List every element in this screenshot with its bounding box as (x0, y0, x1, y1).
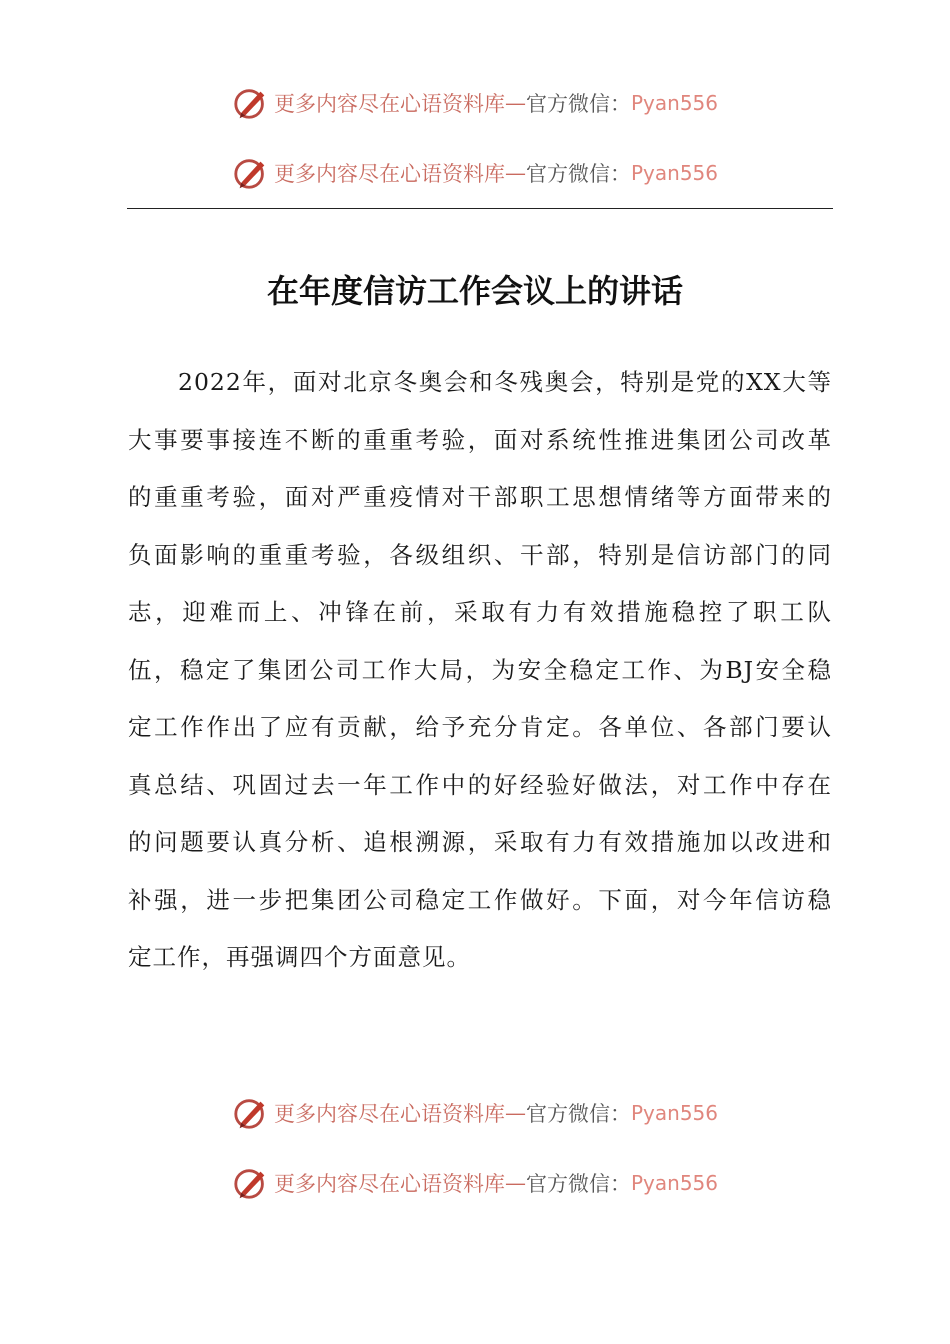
watermark-banner-top-1 (0, 81, 950, 125)
watermark-label: 官方微信： (525, 1102, 631, 1126)
pen-logo-icon (232, 154, 270, 192)
watermark-text: 更多内容尽在心语资料库 (273, 92, 505, 116)
watermark-banner-top-2 (0, 151, 950, 195)
watermark-dash: — (504, 91, 526, 115)
paragraph-line: 的重重考验，面对严重疫情对干部职工思想情绪等方面带来的 (128, 483, 832, 511)
watermark-dash: — (504, 161, 526, 185)
paragraph-line: 定工作，再强调四个方面意见。 (128, 943, 471, 971)
watermark-text: 更多内容尽在心语资料库 (273, 1102, 505, 1126)
watermark-dash: — (504, 1171, 526, 1195)
paragraph-line: 伍，稳定了集团公司工作大局，为安全稳定工作、为BJ安全稳 (128, 655, 832, 684)
watermark-text: 更多内容尽在心语资料库 (273, 1172, 505, 1196)
paragraph-line: 2022年，面对北京冬奥会和冬残奥会，特别是党的XX大等 (178, 368, 832, 396)
watermark-banner-bottom-1 (0, 1091, 950, 1135)
paragraph-line: 补强，进一步把集团公司稳定工作做好。下面，对今年信访稳 (128, 885, 832, 914)
watermark-wechat-id: Pyan556 (630, 91, 718, 115)
document-body (128, 360, 832, 993)
watermark-label: 官方微信： (525, 92, 631, 116)
paragraph-line: 志，迎难而上、冲锋在前，采取有力有效措施稳控了职工队 (128, 598, 832, 626)
pen-logo-icon (232, 84, 270, 122)
watermark-wechat-id: Pyan556 (630, 1171, 718, 1195)
watermark-label: 官方微信： (525, 162, 631, 186)
watermark-wechat-id: Pyan556 (630, 161, 718, 185)
pen-logo-icon (232, 1094, 270, 1132)
paragraph-line: 大事要事接连不断的重重考验，面对系统性推进集团公司改革 (128, 425, 832, 454)
pen-logo-icon (232, 1164, 270, 1202)
watermark-dash: — (504, 1101, 526, 1125)
watermark-banner-bottom-2 (0, 1161, 950, 1205)
watermark-text: 更多内容尽在心语资料库 (273, 162, 505, 186)
document-title: 在年度信访工作会议上的讲话 (266, 272, 683, 310)
paragraph-line: 真总结、巩固过去一年工作中的好经验好做法，对工作中存在 (128, 770, 832, 799)
header-divider (127, 208, 833, 209)
watermark-label: 官方微信： (525, 1172, 631, 1196)
paragraph-line: 定工作作出了应有贡献，给予充分肯定。各单位、各部门要认 (128, 713, 832, 741)
paragraph-line: 的问题要认真分析、追根溯源，采取有力有效措施加以改进和 (128, 828, 832, 856)
paragraph-line: 负面影响的重重考验，各级组织、干部，特别是信访部门的同 (128, 540, 832, 569)
watermark-wechat-id: Pyan556 (630, 1101, 718, 1125)
